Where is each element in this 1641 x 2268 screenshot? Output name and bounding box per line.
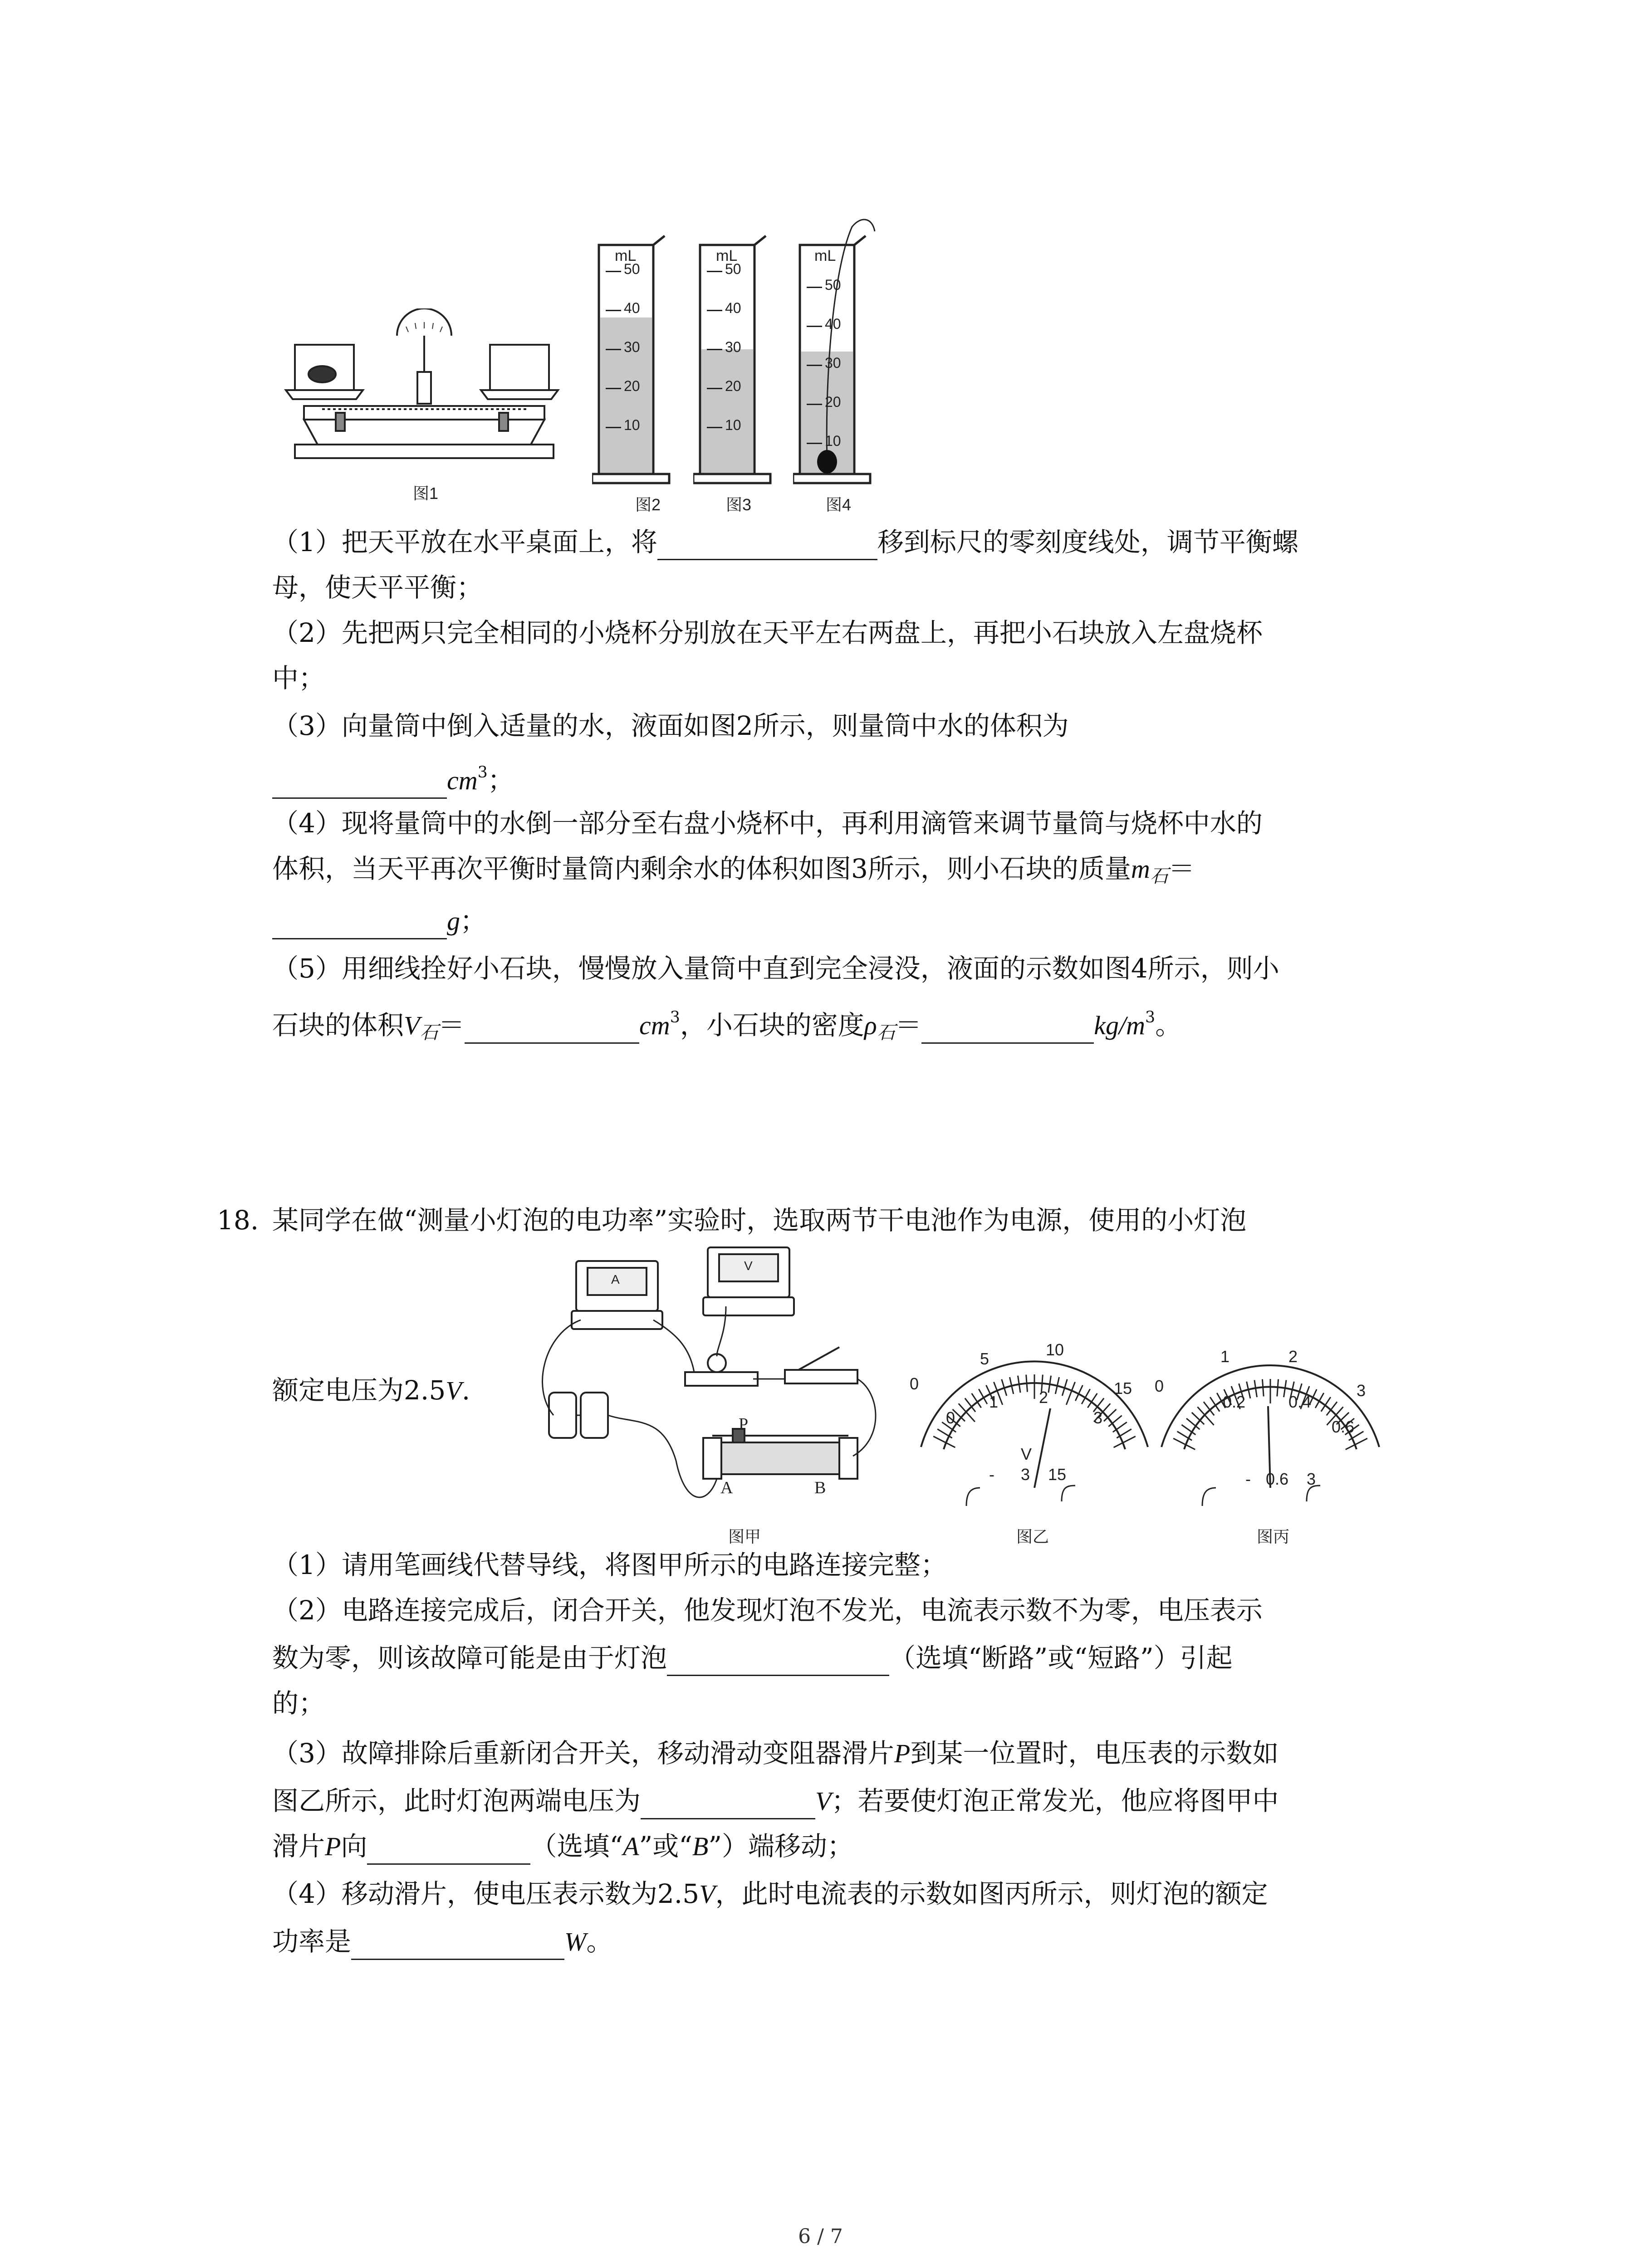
dial-tick <box>1026 1375 1028 1392</box>
dial-tick <box>1277 1379 1279 1397</box>
cyl2-tick-mark <box>606 427 621 428</box>
q17-l1c: 母，使天平平衡； <box>272 572 483 603</box>
cyl2-tick-mark <box>606 271 621 272</box>
circuit-label-b: B <box>814 1478 826 1497</box>
volt-symbol: V <box>1021 1445 1032 1463</box>
q18-blank-fault[interactable] <box>667 1647 889 1676</box>
q18-line3 <box>272 1640 1233 1676</box>
volt-outer-0: 0 <box>910 1374 919 1393</box>
q18-line8 <box>272 1876 1268 1912</box>
q18-l4b: ，此时电流表的示数如图丙所示，则灯泡的额定 <box>715 1878 1268 1909</box>
cyl4-tick-mark <box>807 404 822 405</box>
q17-exp3: 3 <box>1145 1008 1156 1026</box>
q17-l5-mid: ，小石块的密度 <box>680 1010 864 1041</box>
amp-outer-0: 0 <box>1155 1377 1164 1395</box>
cyl3-tick-label: 20 <box>725 378 741 394</box>
q17-l4-end: ； <box>460 905 487 936</box>
q17-l1a: （1）把天平放在水平桌面上，将 <box>272 527 657 557</box>
q17-l1b: 移到标尺的零刻度线处，调节平衡螺 <box>877 527 1298 557</box>
q18-l3i: ”）端移动； <box>708 1831 853 1862</box>
cyl4-tick-label: 20 <box>825 394 841 410</box>
amp-bot-06: 0.6 <box>1332 1418 1355 1436</box>
q18-line2 <box>272 1592 1263 1628</box>
ammeter-symbol: A <box>611 1272 620 1286</box>
volt-bot-2: 2 <box>1039 1388 1048 1407</box>
volt-bot-1: 1 <box>989 1393 999 1411</box>
cyl3-tick-label: 50 <box>725 261 741 277</box>
cyl4-unit: mL <box>814 247 836 264</box>
q17-l4a: （4）现将量筒中的水倒一部分至右盘小烧杯中，再利用滴管来调节量筒与烧杯中水的 <box>272 808 1263 839</box>
circuit-figure <box>526 1243 885 1524</box>
q17-l2b: 中； <box>272 663 325 694</box>
q18-blank-power[interactable] <box>351 1931 564 1960</box>
page-number: 6 / 7 <box>798 2225 843 2248</box>
q17-vol-symbol: V <box>404 1011 420 1040</box>
fig4-caption: 图4 <box>826 495 852 514</box>
volt-top-15: 15 <box>1114 1379 1132 1398</box>
cyl3-tick-mark <box>707 427 722 428</box>
dial-tick <box>1066 1382 1075 1405</box>
q17-rho-symbol: ρ <box>864 1011 877 1040</box>
cyl3-unit: mL <box>716 247 738 264</box>
q17-l5a: （5）用细线拴好小石块，慢慢放入量筒中直到完全浸没，液面的示数如图4所示，则小 <box>272 953 1279 984</box>
q17-vol-sub: 石 <box>420 1022 439 1043</box>
q18-l2a: （2）电路连接完成后，闭合开关，他发现灯泡不发光，电流表示数不为零，电压表示 <box>272 1595 1263 1626</box>
q17-exp2: 3 <box>670 1008 680 1026</box>
fig-bing-caption: 图丙 <box>1257 1527 1290 1546</box>
q17-unit-cm: cm <box>447 766 478 795</box>
cylinder-fig4 <box>793 213 893 488</box>
amp-top-2: 2 <box>1288 1347 1298 1366</box>
q17-unit-kg: kg <box>1094 1011 1119 1040</box>
cyl2-tick-label: 10 <box>624 417 640 433</box>
q18-l3g: （选填“ <box>530 1831 623 1862</box>
volt-bot-3: 3 <box>1093 1408 1103 1427</box>
cyl4-tick-mark <box>807 326 822 327</box>
q17-unit-slash: / <box>1119 1011 1127 1040</box>
volt-top-5: 5 <box>980 1349 989 1368</box>
fig2-caption: 图2 <box>635 495 661 514</box>
q18-l3f: 向 <box>341 1831 367 1862</box>
q17-line9 <box>272 903 486 939</box>
q17-blank-mass[interactable] <box>272 910 447 939</box>
q18-intro-text: 某同学在做“测量小灯泡的电功率”实验时，选取两节干电池作为电源，使用的小灯泡 <box>272 1205 1247 1236</box>
amp-top-3: 3 <box>1357 1381 1366 1400</box>
q18-line1 <box>272 1547 947 1583</box>
q18-l3-p: P <box>894 1739 911 1768</box>
fig1-caption: 图1 <box>413 484 439 503</box>
q18-l3-b: B <box>692 1832 709 1861</box>
cyl2-tick-label: 40 <box>624 300 640 316</box>
q17-line3 <box>272 615 1263 651</box>
q18-intro <box>272 1202 1246 1238</box>
cyl4-tick-label: 50 <box>825 277 841 293</box>
q18-rated-end: . <box>461 1375 470 1406</box>
q17-l5-end: 。 <box>1155 1010 1182 1041</box>
q18-l4c: 功率是 <box>272 1926 352 1957</box>
volt-term-15: 15 <box>1048 1465 1067 1484</box>
q17-line2 <box>272 569 483 606</box>
q18-l3-p2: P <box>325 1832 341 1861</box>
q18-line6 <box>272 1783 1279 1819</box>
voltmeter-symbol: V <box>744 1259 753 1273</box>
cyl4-tick-label: 30 <box>825 355 841 371</box>
q17-line1 <box>272 524 1298 560</box>
circuit-label-p: P <box>739 1415 749 1434</box>
q17-l4b: 体积，当天平再次平衡时量筒内剩余水的体积如图3所示，则小石块的质量 <box>272 853 1131 884</box>
cyl4-tick-mark <box>807 443 822 444</box>
q18-line5 <box>272 1735 1279 1772</box>
volt-bot-0: 0 <box>946 1408 955 1427</box>
cyl3-tick-mark <box>707 310 722 311</box>
q17-blank-density[interactable] <box>921 1014 1094 1044</box>
q17-blank1[interactable] <box>657 531 877 560</box>
q18-line7 <box>272 1828 853 1865</box>
q18-l3a: （3）故障排除后重新闭合开关，移动滑动变阻器滑片 <box>272 1738 894 1769</box>
cyl4-tick-mark <box>807 365 822 366</box>
cyl2-tick-mark <box>606 388 621 389</box>
cyl2-unit: mL <box>615 247 637 264</box>
cyl3-tick-label: 40 <box>725 300 741 316</box>
cyl3-tick-label: 30 <box>725 339 741 355</box>
q18-blank-direction[interactable] <box>367 1835 530 1865</box>
q18-l2b: 数为零，则该故障可能是由于灯泡 <box>272 1642 667 1673</box>
q18-number: 18. <box>217 1205 259 1236</box>
cyl3-tick-mark <box>707 271 722 272</box>
q18-line9 <box>272 1923 612 1960</box>
q18-l3c: 图乙所示，此时灯泡两端电压为 <box>272 1785 641 1816</box>
q18-l3d: ；若要使灯泡正常发光，他应将图甲中 <box>831 1785 1279 1816</box>
q17-l4-eq: ＝ <box>1168 853 1195 884</box>
q18-l2c: （选填“断路”或“短路”）引起 <box>889 1642 1233 1673</box>
q17-unit-g: g <box>447 906 460 936</box>
q18-l2d: 的； <box>272 1688 325 1719</box>
circuit-label-a: A <box>720 1478 733 1497</box>
amp-term-06: 0.6 <box>1266 1470 1289 1488</box>
volt-top-10: 10 <box>1046 1340 1064 1359</box>
amp-term-minus: - <box>1245 1470 1251 1488</box>
q18-l4-w: W <box>564 1927 587 1956</box>
q18-blank-voltage[interactable] <box>641 1790 815 1819</box>
q17-line11 <box>272 1007 1181 1044</box>
q17-line8 <box>272 850 1195 887</box>
q17-line4 <box>272 660 325 696</box>
cyl2-tick-label: 50 <box>624 261 640 277</box>
q18-l3h: ”或“ <box>639 1831 692 1862</box>
cyl2-tick-mark <box>606 310 621 311</box>
amp-top-1: 1 <box>1220 1347 1230 1366</box>
q18-l3e: 滑片 <box>272 1831 325 1862</box>
balance-figure <box>277 308 567 499</box>
q17-blank-stone-volume[interactable] <box>465 1014 639 1044</box>
fig-yi-caption: 图乙 <box>1016 1527 1049 1546</box>
q18-rated <box>272 1372 470 1409</box>
q17-exp: 3 <box>477 763 488 782</box>
cyl4-tick-label: 40 <box>825 316 841 332</box>
q17-line5 <box>272 708 1069 744</box>
q17-line7 <box>272 805 1263 841</box>
fig3-caption: 图3 <box>726 495 752 514</box>
cyl2-tick-mark <box>606 349 621 350</box>
q17-l5-eq2: ＝ <box>895 1010 922 1041</box>
q17-line6 <box>272 762 514 799</box>
q18-l4-v: V <box>699 1879 715 1909</box>
q17-mass-symbol: m <box>1131 854 1150 884</box>
q18-l3b: 到某一位置时，电压表的示数如 <box>910 1738 1279 1769</box>
cyl3-tick-label: 10 <box>725 417 741 433</box>
amp-bot-02: 0.2 <box>1223 1393 1246 1411</box>
q18-rated-text: 额定电压为2.5 <box>272 1375 446 1406</box>
q18-l4a: （4）移动滑片，使电压表示数为2.5 <box>272 1878 700 1909</box>
cyl3-tick-mark <box>707 349 722 350</box>
q18-l4-end: 。 <box>586 1926 613 1957</box>
q18-l3-a: A <box>623 1832 639 1861</box>
cyl3-tick-mark <box>707 388 722 389</box>
q17-rho-sub: 石 <box>877 1022 896 1043</box>
q18-l1: （1）请用笔画线代替导线，将图甲所示的电路连接完整； <box>272 1549 947 1580</box>
q17-unit-m: m <box>1126 1011 1146 1040</box>
q17-l5-eq: ＝ <box>438 1010 465 1041</box>
q17-blank-volume[interactable] <box>272 769 447 799</box>
volt-term-3: 3 <box>1021 1465 1030 1484</box>
fig-jia-caption: 图甲 <box>728 1527 761 1546</box>
q17-l3-end: ； <box>487 765 514 796</box>
q18-rated-unit: V <box>446 1376 462 1405</box>
q17-l3a: （3）向量筒中倒入适量的水，液面如图2所示，则量筒中水的体积为 <box>272 710 1069 741</box>
amp-bot-04: 0.4 <box>1288 1393 1312 1411</box>
cyl2-tick-label: 20 <box>624 378 640 394</box>
cyl4-tick-mark <box>807 287 822 288</box>
q18-line4 <box>272 1685 325 1721</box>
dial-tick <box>1262 1379 1264 1397</box>
q18-l3-v: V <box>815 1786 832 1816</box>
cyl2-tick-label: 30 <box>624 339 640 355</box>
cyl4-tick-label: 10 <box>825 433 841 449</box>
q17-l5b: 石块的体积 <box>272 1010 404 1041</box>
amp-term-3: 3 <box>1307 1470 1316 1488</box>
q17-l2a: （2）先把两只完全相同的小烧杯分别放在天平左右两盘上，再把小石块放入左盘烧杯 <box>272 617 1263 648</box>
q17-mass-sub: 石 <box>1150 866 1169 887</box>
q17-unit-cm2: cm <box>639 1011 670 1040</box>
q17-line10 <box>272 950 1279 987</box>
volt-term-minus: - <box>989 1465 994 1484</box>
